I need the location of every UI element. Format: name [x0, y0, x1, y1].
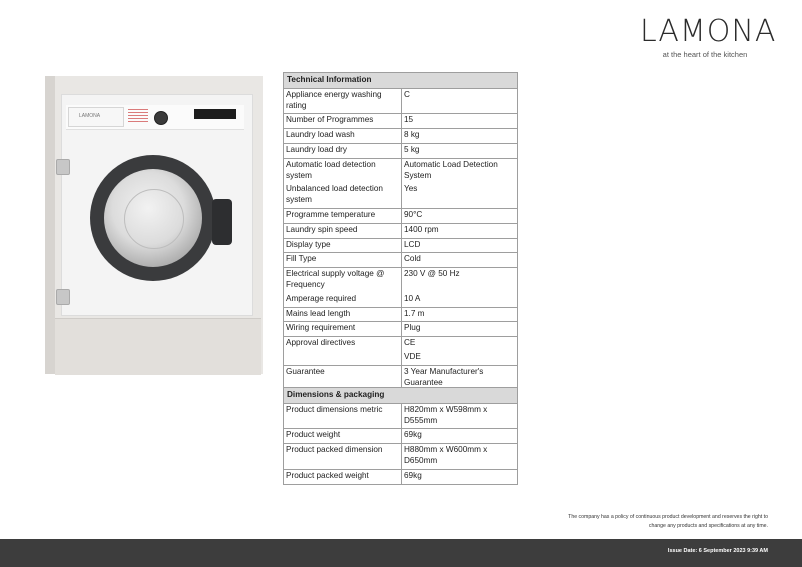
- spec-label: Laundry spin speed: [284, 223, 402, 238]
- technical-heading: Technical Information: [284, 73, 518, 89]
- spec-value: 5 kg: [402, 143, 518, 158]
- spec-value: LCD: [402, 238, 518, 253]
- machine-brand-label: LAMONA: [79, 113, 101, 119]
- door-handle: [212, 199, 232, 245]
- spec-label: Automatic load detection system: [284, 158, 402, 183]
- spec-value: 3 Year Manufacturer's Guarantee: [402, 365, 518, 391]
- table-row: [284, 88, 518, 114]
- table-row: [284, 469, 518, 484]
- spec-label: Wiring requirement: [284, 322, 402, 337]
- technical-information-table: [283, 72, 518, 391]
- spec-label: Electrical supply voltage @ Frequency: [284, 268, 402, 293]
- table-row: [284, 307, 518, 322]
- spec-value: 15: [402, 114, 518, 129]
- table-row: [284, 293, 518, 307]
- table-row: [284, 223, 518, 238]
- spec-value: H880mm x W600mm x D650mm: [402, 444, 518, 470]
- disclaimer-line: The company has a policy of continuous product development and reserves the right to: [568, 514, 768, 520]
- spec-label: Laundry load dry: [284, 143, 402, 158]
- programme-dial: [154, 111, 168, 125]
- spec-value: Cold: [402, 253, 518, 268]
- table-row: [284, 253, 518, 268]
- hinge-bottom: [56, 289, 70, 305]
- lcd-display: [194, 109, 236, 119]
- brand-logo: [640, 14, 777, 59]
- table-row: [284, 403, 518, 429]
- dimensions-table: [283, 387, 518, 485]
- logo-wordmark: LAMONA: [640, 14, 777, 49]
- table-row: [284, 444, 518, 470]
- cabinet-side: [45, 76, 55, 374]
- spec-label: Display type: [284, 238, 402, 253]
- spec-value: CE: [402, 337, 518, 351]
- footer-bar: [0, 539, 802, 567]
- table-row: [284, 238, 518, 253]
- spec-value: 69kg: [402, 429, 518, 444]
- spec-value: C: [402, 88, 518, 114]
- spec-value: 230 V @ 50 Hz: [402, 268, 518, 293]
- spec-label: Product packed weight: [284, 469, 402, 484]
- control-panel: [66, 105, 244, 130]
- door-glass: [104, 169, 202, 267]
- spec-label: Product weight: [284, 429, 402, 444]
- spec-label: Unbalanced load detection system: [284, 183, 402, 208]
- spec-value: 10 A: [402, 293, 518, 307]
- logo-tagline: at the heart of the kitchen: [662, 50, 748, 59]
- spec-label: Programme temperature: [284, 208, 402, 223]
- spec-label: Mains lead length: [284, 307, 402, 322]
- table-row: [284, 268, 518, 293]
- spec-value: Yes: [402, 183, 518, 208]
- spec-value: 90°C: [402, 208, 518, 223]
- table-row: [284, 337, 518, 351]
- programme-list: [128, 109, 148, 123]
- table-row: [284, 208, 518, 223]
- issue-date: Issue Date: 6 September 2023 9:39 AM: [667, 548, 768, 554]
- spec-value: Plug: [402, 322, 518, 337]
- spec-label: Guarantee: [284, 365, 402, 391]
- dimensions-heading: Dimensions & packaging: [284, 388, 518, 404]
- spec-label: Approval directives: [284, 337, 402, 351]
- spec-value: 1400 rpm: [402, 223, 518, 238]
- disclaimer-line: change any products and specifications at any time.: [648, 523, 768, 529]
- spec-label: Product packed dimension: [284, 444, 402, 470]
- table-row: [284, 129, 518, 144]
- detergent-drawer: [68, 107, 124, 127]
- spec-value: 1.7 m: [402, 307, 518, 322]
- cabinet-plinth: [55, 318, 261, 375]
- spec-label: Product dimensions metric: [284, 403, 402, 429]
- spec-value: H820mm x W598mm x D555mm: [402, 403, 518, 429]
- spec-label: Appliance energy washing rating: [284, 88, 402, 114]
- spec-label: Fill Type: [284, 253, 402, 268]
- drum: [124, 189, 184, 249]
- table-row: [284, 429, 518, 444]
- table-row: [284, 158, 518, 183]
- door: [90, 155, 216, 281]
- disclaimer: [540, 513, 768, 531]
- product-image: [45, 76, 263, 374]
- hinge-top: [56, 159, 70, 175]
- spec-label: Number of Programmes: [284, 114, 402, 129]
- spec-label: [284, 351, 402, 365]
- table-row: [284, 143, 518, 158]
- spec-label: Laundry load wash: [284, 129, 402, 144]
- table-row: [284, 322, 518, 337]
- table-row: [284, 351, 518, 365]
- spec-label: Amperage required: [284, 293, 402, 307]
- spec-value: VDE: [402, 351, 518, 365]
- table-row: [284, 183, 518, 208]
- spec-value: Automatic Load Detection System: [402, 158, 518, 183]
- spec-value: 69kg: [402, 469, 518, 484]
- washing-machine: [61, 94, 253, 316]
- table-row: [284, 114, 518, 129]
- spec-value: 8 kg: [402, 129, 518, 144]
